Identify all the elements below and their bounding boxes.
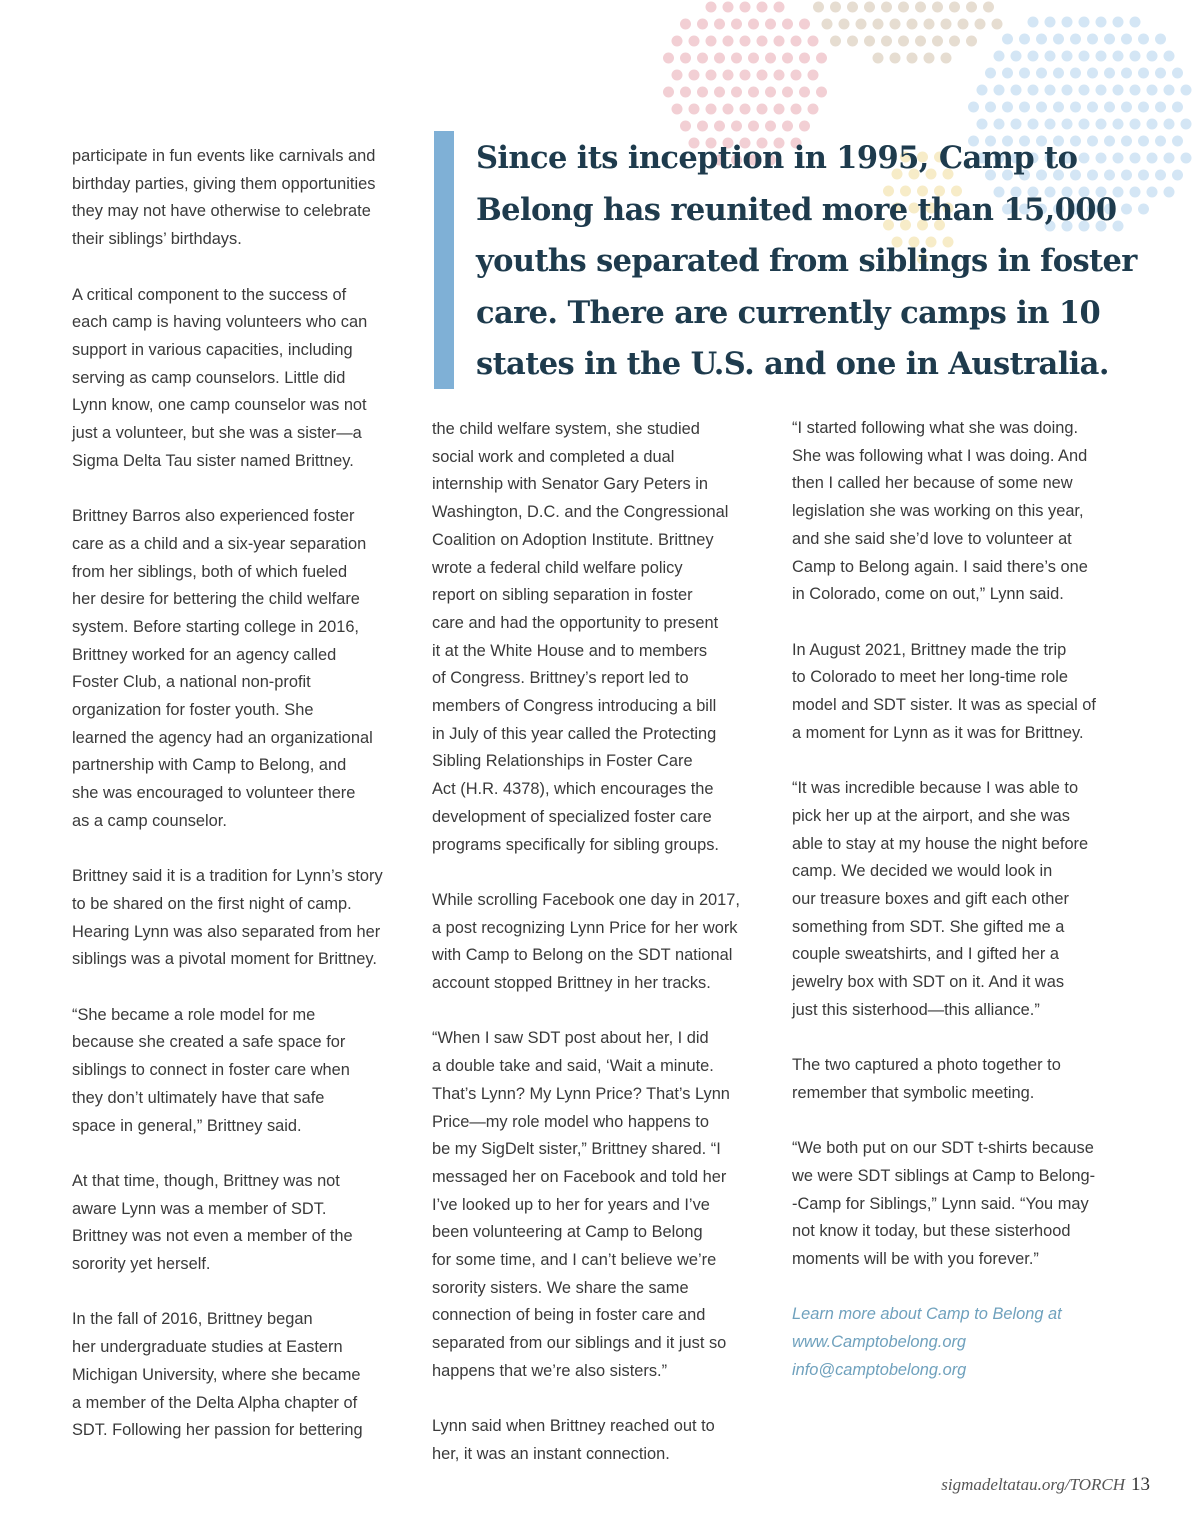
decorative-dot [723, 2, 734, 13]
decorative-dot [864, 36, 875, 47]
decorative-dot [791, 104, 802, 115]
paragraph: “I started following what she was doing. She was following what I was doing. And then I called her because of some new legislation she was working on this year, and she said she’d love to volunteer at Camp to Belong again. I said there’s one in Colorado, come on out,” Lynn said. [792, 419, 1088, 604]
decorative-dot [992, 19, 1003, 30]
decorative-dot [932, 36, 943, 47]
decorative-dot [881, 36, 892, 47]
decorative-dot [1070, 34, 1081, 45]
paragraph: In August 2021, Brittney made the trip to Colorado to meet her long-time role model and SDT sister. It was as special of a moment for Lynn as it was for Brittney. [792, 640, 1096, 742]
decorative-dot [706, 36, 717, 47]
paragraph: Brittney Barros also experienced foster care as a child and a six-year separation from her siblings, both of which fueled her desire for bettering the child welfare system. Before starting college in 2016, Brittney worked for an agency called Foster Club, a national non-profit organization for foster youth. She learned the agency had an organizational partnership with Camp to Belong, and she was encouraged to volunteer there as a camp counselor. [72, 507, 373, 830]
decorative-dot [1062, 119, 1073, 130]
paragraph: Lynn said when Brittney reached out to her, it was an instant connection. [432, 1417, 715, 1463]
decorative-dot [680, 19, 691, 30]
decorative-dot [1053, 68, 1064, 79]
decorative-dot [1087, 34, 1098, 45]
decorative-dot [985, 68, 996, 79]
decorative-dot [1181, 119, 1192, 130]
decorative-dot [799, 87, 810, 98]
decorative-dot [740, 36, 751, 47]
paragraph: “It was incredible because I was able to pick her up at the airport, and she was able to stay at my house the night before camp. We decided we would look in our treasure boxes and gift each other something from SDT. She gifted me a couple sweatshirts, and I gifted her a jewelry box with SDT on it. And it was just this sisterhood—this alliance.” [792, 779, 1089, 1019]
decorative-dot [1164, 119, 1175, 130]
decorative-dot [1138, 34, 1149, 45]
decorative-dot [941, 19, 952, 30]
decorative-dot [731, 121, 742, 132]
decorative-dot [765, 121, 776, 132]
decorative-dot [774, 36, 785, 47]
decorative-dot [1121, 68, 1132, 79]
decorative-dot [1045, 85, 1056, 96]
decorative-dot [1113, 17, 1124, 28]
decorative-dot [1172, 102, 1183, 113]
decorative-dot [697, 121, 708, 132]
decorative-dot [748, 19, 759, 30]
decorative-dot [757, 104, 768, 115]
decorative-dot [994, 51, 1005, 62]
decorative-dot [977, 85, 988, 96]
decorative-dot [1164, 51, 1175, 62]
decorative-dot [748, 121, 759, 132]
decorative-dot [757, 70, 768, 81]
decorative-dot [791, 70, 802, 81]
decorative-dot [1113, 51, 1124, 62]
decorative-dot [1087, 102, 1098, 113]
footer-site: sigmadeltatau.org/TORCH [941, 1475, 1125, 1494]
decorative-dot [672, 70, 683, 81]
decorative-dot [723, 70, 734, 81]
decorative-dot [890, 19, 901, 30]
decorative-dot [706, 70, 717, 81]
decorative-dot [697, 87, 708, 98]
decorative-dot [1147, 85, 1158, 96]
decorative-dot [881, 2, 892, 13]
decorative-dot [1062, 17, 1073, 28]
decorative-dot [782, 19, 793, 30]
decorative-dot [975, 19, 986, 30]
decorative-dot [847, 2, 858, 13]
paragraph: the child welfare system, she studied social work and completed a dual internship with Senator Gary Peters in Washington, D.C. and the Congressional Coalition on Adoption Institute. Brittney wrote a federal child welfare policy report on sibling separation in foster care and had the opportunity to present it at the White House and to members of Congress. Brittney’s report led to members of Congress introducing a bill in July of this year called the Protecting Sibling Relationships in Foster Care Act (H.R. 4378), which encourages the development of specialized foster care programs specifically for sibling groups. [432, 420, 729, 854]
paragraph: At that time, though, Brittney was not aware Lynn was a member of SDT. Brittney was not even a member of the sorority yet herself. [72, 1171, 353, 1274]
decorative-dot [915, 2, 926, 13]
decorative-dot [689, 104, 700, 115]
text-column-2 [432, 416, 777, 1469]
page-number: 13 [1131, 1474, 1150, 1495]
decorative-dot [765, 53, 776, 64]
decorative-dot [924, 19, 935, 30]
decorative-dot [985, 102, 996, 113]
decorative-dot [782, 53, 793, 64]
decorative-dot [1181, 85, 1192, 96]
decorative-dot [1062, 85, 1073, 96]
decorative-dot [663, 87, 674, 98]
decorative-dot [774, 104, 785, 115]
decorative-dot [1070, 102, 1081, 113]
decorative-dot [723, 36, 734, 47]
decorative-dot [731, 87, 742, 98]
paragraph: In the fall of 2016, Brittney began her undergraduate studies at Eastern Michigan University, where she became a member of the Delta Alpha chapter of SDT. Following her passion for bettering [72, 1310, 363, 1440]
decorative-dot [799, 19, 810, 30]
decorative-dot [864, 2, 875, 13]
decorative-dot [1147, 119, 1158, 130]
decorative-dot [1130, 119, 1141, 130]
paragraph: “We both put on our SDT t-shirts because we were SDT siblings at Camp to Belong- -Camp for Siblings,” Lynn said. “You may not know it today, but these sisterhood moments will be with you forever.” [792, 1139, 1096, 1269]
decorative-dot [977, 119, 988, 130]
decorative-dot [799, 53, 810, 64]
decorative-dot [774, 70, 785, 81]
decorative-dot [1045, 119, 1056, 130]
decorative-dot [1053, 34, 1064, 45]
decorative-dot [830, 2, 841, 13]
decorative-dot [714, 19, 725, 30]
decorative-dot [1053, 102, 1064, 113]
decorative-dot [731, 53, 742, 64]
decorative-dot [782, 87, 793, 98]
decorative-dot [697, 53, 708, 64]
decorative-dot [1155, 68, 1166, 79]
decorative-dot [765, 87, 776, 98]
decorative-dot [1002, 102, 1013, 113]
decorative-dot [1087, 68, 1098, 79]
decorative-dot [740, 70, 751, 81]
decorative-dot [1155, 34, 1166, 45]
decorative-dot [706, 104, 717, 115]
decorative-dot [1121, 34, 1132, 45]
decorative-dot [1070, 68, 1081, 79]
decorative-dot [774, 2, 785, 13]
decorative-dot [1079, 119, 1090, 130]
decorative-dot [663, 53, 674, 64]
decorative-dot [1181, 153, 1192, 164]
decorative-dot [1045, 17, 1056, 28]
decorative-dot [839, 19, 850, 30]
decorative-dot [1028, 85, 1039, 96]
paragraph: Brittney said it is a tradition for Lynn’s story to be shared on the first night of camp. Hearing Lynn was also separated from her siblings was a pivotal moment for Brittney. [72, 867, 383, 969]
decorative-dot [822, 19, 833, 30]
decorative-dot [1155, 102, 1166, 113]
decorative-dot [1096, 51, 1107, 62]
paragraph: While scrolling Facebook one day in 2017, a post recognizing Lynn Price for her work with Camp to Belong on the SDT national account stopped Brittney in her tracks. [432, 890, 740, 993]
decorative-dot [1121, 102, 1132, 113]
decorative-dot [808, 36, 819, 47]
decorative-dot [1130, 17, 1141, 28]
decorative-dot [740, 2, 751, 13]
decorative-dot [782, 121, 793, 132]
decorative-dot [1036, 102, 1047, 113]
decorative-dot [816, 87, 827, 98]
decorative-dot [1028, 51, 1039, 62]
decorative-dot [1019, 68, 1030, 79]
decorative-dot [966, 36, 977, 47]
decorative-dot [697, 19, 708, 30]
decorative-dot [1011, 51, 1022, 62]
decorative-dot [1130, 51, 1141, 62]
decorative-dot [898, 36, 909, 47]
paragraph: “When I saw SDT post about her, I did a double take and said, ‘Wait a minute. That’s Lynn? My Lynn Price? That’s Lynn Price—my role model who happens to be my SigDelt sister,” Brittney shared. “I messaged her on Facebook and told her I’ve looked up to her for years and I’ve been volunteering at Camp to Belong for some time, and I can’t believe we’re sorority sisters. We share the same connection of being in foster care and separated from our siblings and it just so happens that we’re also sisters.” [432, 1029, 730, 1380]
decorative-dot [1002, 68, 1013, 79]
website-link[interactable]: www.Camptobelong.org [792, 1333, 967, 1352]
decorative-dot [1079, 17, 1090, 28]
decorative-dot [830, 36, 841, 47]
decorative-dot [898, 2, 909, 13]
decorative-dot [890, 53, 901, 64]
decorative-dot [757, 2, 768, 13]
decorative-dot [689, 70, 700, 81]
decorative-dot [748, 53, 759, 64]
decorative-dot [816, 53, 827, 64]
decorative-dot [958, 19, 969, 30]
decorative-dot [941, 53, 952, 64]
decorative-dot [1138, 68, 1149, 79]
decorative-dot [1172, 68, 1183, 79]
pull-quote: Since its inception in 1995, Camp to Belong has reunited more than 15,000 youths separated from siblings in foster care. There are currently camps in 10 states in the U.S. and one in Australia. [476, 140, 1137, 382]
decorative-dot [1062, 51, 1073, 62]
decorative-dot [706, 2, 717, 13]
decorative-dot [740, 104, 751, 115]
decorative-dot [714, 87, 725, 98]
decorative-dot [1096, 119, 1107, 130]
decorative-dot [873, 19, 884, 30]
paragraph: participate in fun events like carnivals and birthday parties, giving them opportunities they may not have otherwise to celebrate their siblings’ birthdays. [72, 147, 376, 249]
decorative-dot [1130, 85, 1141, 96]
decorative-dot [765, 19, 776, 30]
decorative-dot [932, 2, 943, 13]
decorative-dot [723, 104, 734, 115]
paragraph: A critical component to the success of each camp is having volunteers who can support in various capacities, including serving as camp counselors. Little did Lynn know, one camp counselor was not just a volunteer, but she was a sister—a Sigma Delta Tau sister named Brittney. [72, 285, 368, 470]
decorative-dot [1011, 85, 1022, 96]
decorative-dot [808, 70, 819, 81]
decorative-dot [924, 53, 935, 64]
paragraph: “She became a role model for me because she created a safe space for siblings to connect in foster care when they don’t ultimately have that safe space in general,” Brittney said. [72, 1005, 350, 1135]
decorative-dot [1096, 85, 1107, 96]
pull-quote-bar [434, 131, 454, 389]
decorative-dot [907, 19, 918, 30]
decorative-dot [994, 119, 1005, 130]
decorative-dot [1019, 102, 1030, 113]
email-link[interactable]: info@camptobelong.org [792, 1360, 967, 1379]
decorative-dot [1113, 119, 1124, 130]
decorative-dot [672, 104, 683, 115]
decorative-dot [680, 87, 691, 98]
decorative-dot [1079, 85, 1090, 96]
paragraph: The two captured a photo together to remember that symbolic meeting. [792, 1056, 1061, 1102]
decorative-dot [1028, 119, 1039, 130]
decorative-dot [1002, 34, 1013, 45]
decorative-dot [949, 2, 960, 13]
decorative-dot [873, 53, 884, 64]
page-footer [941, 1474, 1150, 1496]
decorative-dot [968, 102, 979, 113]
decorative-dot [799, 121, 810, 132]
decorative-dot [791, 36, 802, 47]
decorative-dot [1164, 85, 1175, 96]
decorative-dot [966, 2, 977, 13]
text-column-1 [72, 143, 417, 1445]
decorative-dot [915, 36, 926, 47]
decorative-dot [1104, 68, 1115, 79]
decorative-dot [731, 19, 742, 30]
decorative-dot [847, 36, 858, 47]
decorative-dot [907, 53, 918, 64]
decorative-dot [1045, 51, 1056, 62]
decorative-dot [1011, 119, 1022, 130]
decorative-dot [1096, 17, 1107, 28]
decorative-dot [1113, 85, 1124, 96]
decorative-dot [689, 36, 700, 47]
decorative-dot [680, 121, 691, 132]
decorative-dot [1036, 34, 1047, 45]
decorative-dot [1079, 51, 1090, 62]
decorative-dot [748, 87, 759, 98]
decorative-dot [856, 19, 867, 30]
decorative-dot [1104, 34, 1115, 45]
decorative-dot [1028, 17, 1039, 28]
learn-more-block [792, 1301, 1137, 1384]
decorative-dot [983, 2, 994, 13]
decorative-dot [714, 53, 725, 64]
decorative-dot [672, 36, 683, 47]
decorative-dot [1147, 51, 1158, 62]
decorative-dot [757, 36, 768, 47]
tan-dot-cluster [813, 2, 1003, 64]
decorative-dot [1104, 102, 1115, 113]
decorative-dot [714, 121, 725, 132]
learn-more-text: Learn more about Camp to Belong at [792, 1305, 1062, 1324]
decorative-dot [949, 36, 960, 47]
decorative-dot [680, 53, 691, 64]
decorative-dot [1138, 102, 1149, 113]
decorative-dot [1019, 34, 1030, 45]
decorative-dot [808, 104, 819, 115]
decorative-dot [994, 85, 1005, 96]
decorative-dot [1036, 68, 1047, 79]
decorative-dot [813, 2, 824, 13]
text-column-3 [792, 415, 1137, 1385]
